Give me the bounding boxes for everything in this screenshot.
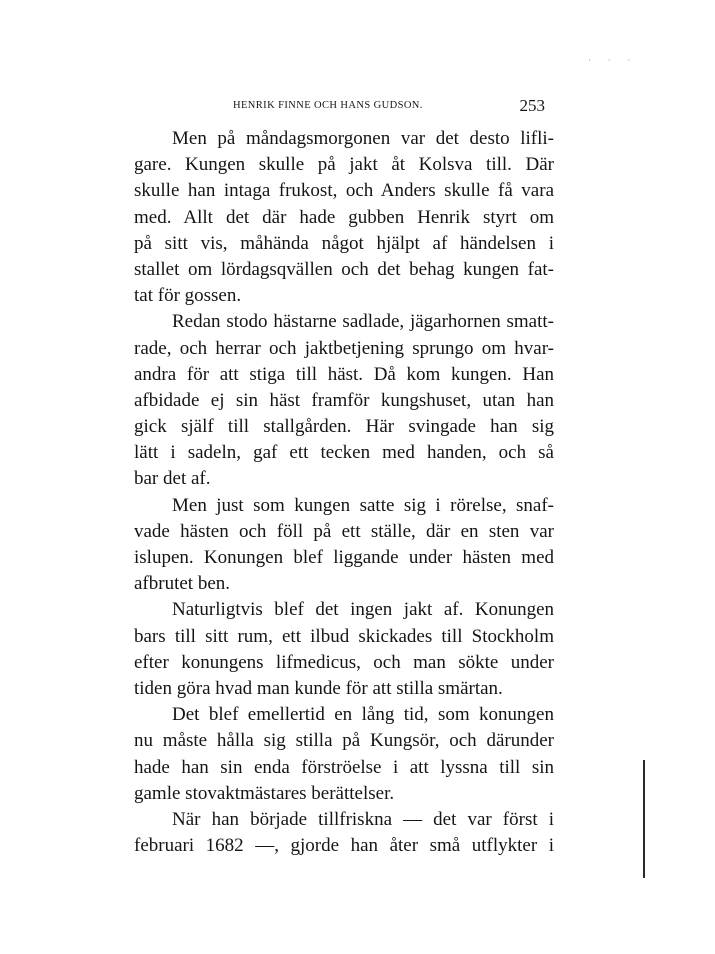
text-line: Men just som kungen satte sig i rörelse, snaf- [172,494,554,516]
text-line: afbidade ej sin häst framför kungshuset, utan han [134,389,554,411]
text-line: Men på måndagsmorgonen var det desto lifli- [172,128,554,149]
page-number: 253 [519,96,545,115]
text-line: vade hästen och föll på ett ställe, där en sten var [134,520,554,542]
text-line: När han började tillfriskna — det var först i [172,808,554,830]
text-line: på sitt vis, måhända något hjälpt af händelsen i [134,232,554,254]
text-line: bar det af. [134,468,211,490]
text-line: nu måste hålla sig stilla på Kungsör, och därunder [134,730,554,752]
text-line: Det blef emellertid en lång tid, som konungen [172,704,554,726]
text-line: rade, och herrar och jaktbetjening sprungo om hvar- [134,337,554,359]
text-line: med. Allt det där hade gubben Henrik styrt om [134,206,554,228]
text-line: afbrutet ben. [134,573,231,595]
text-line: februari 1682 —, gjorde han åter små utflykter i [134,835,554,857]
text-line: Redan stodo hästarne sadlade, jägarhornen smatt- [172,311,554,333]
text-line: stallet om lördagsqvällen och det behag kungen fat- [134,258,554,280]
text-line: gare. Kungen skulle på jakt åt Kolsva till. Där [134,154,554,176]
text-line: skulle han intaga frukost, och Anders skulle få vara [134,180,554,202]
scan-speck-marks: · · · [588,56,638,66]
text-line: efter konungens lifmedicus, och man sökte under [134,651,554,673]
running-head-title: HENRIK FINNE OCH HANS GUDSON. [233,100,423,111]
text-line: islupen. Konungen blef liggande under hästen med [134,547,554,568]
text-line: gamle stovaktmästares berättelser. [134,782,395,804]
text-line: tat för gossen. [134,285,242,307]
text-line: tiden göra hvad man kunde för att stilla smärtan. [134,677,503,699]
text-line: gick själf till stallgården. Här svingade han sig [134,416,554,438]
text-line: bars till sitt rum, ett ilbud skickades till Stockholm [134,625,554,647]
scan-edge-mark [643,760,645,878]
body-text [134,126,554,859]
text-line: hade han sin enda förströelse i att lyssna till sin [134,756,554,778]
text-line: lätt i sadeln, gaf ett tecken med handen, och så [134,442,554,464]
text-line: Naturligtvis blef det ingen jakt af. Konungen [172,599,554,621]
text-line: andra för att stiga till häst. Då kom kungen. Han [134,363,554,385]
running-head [133,96,553,116]
